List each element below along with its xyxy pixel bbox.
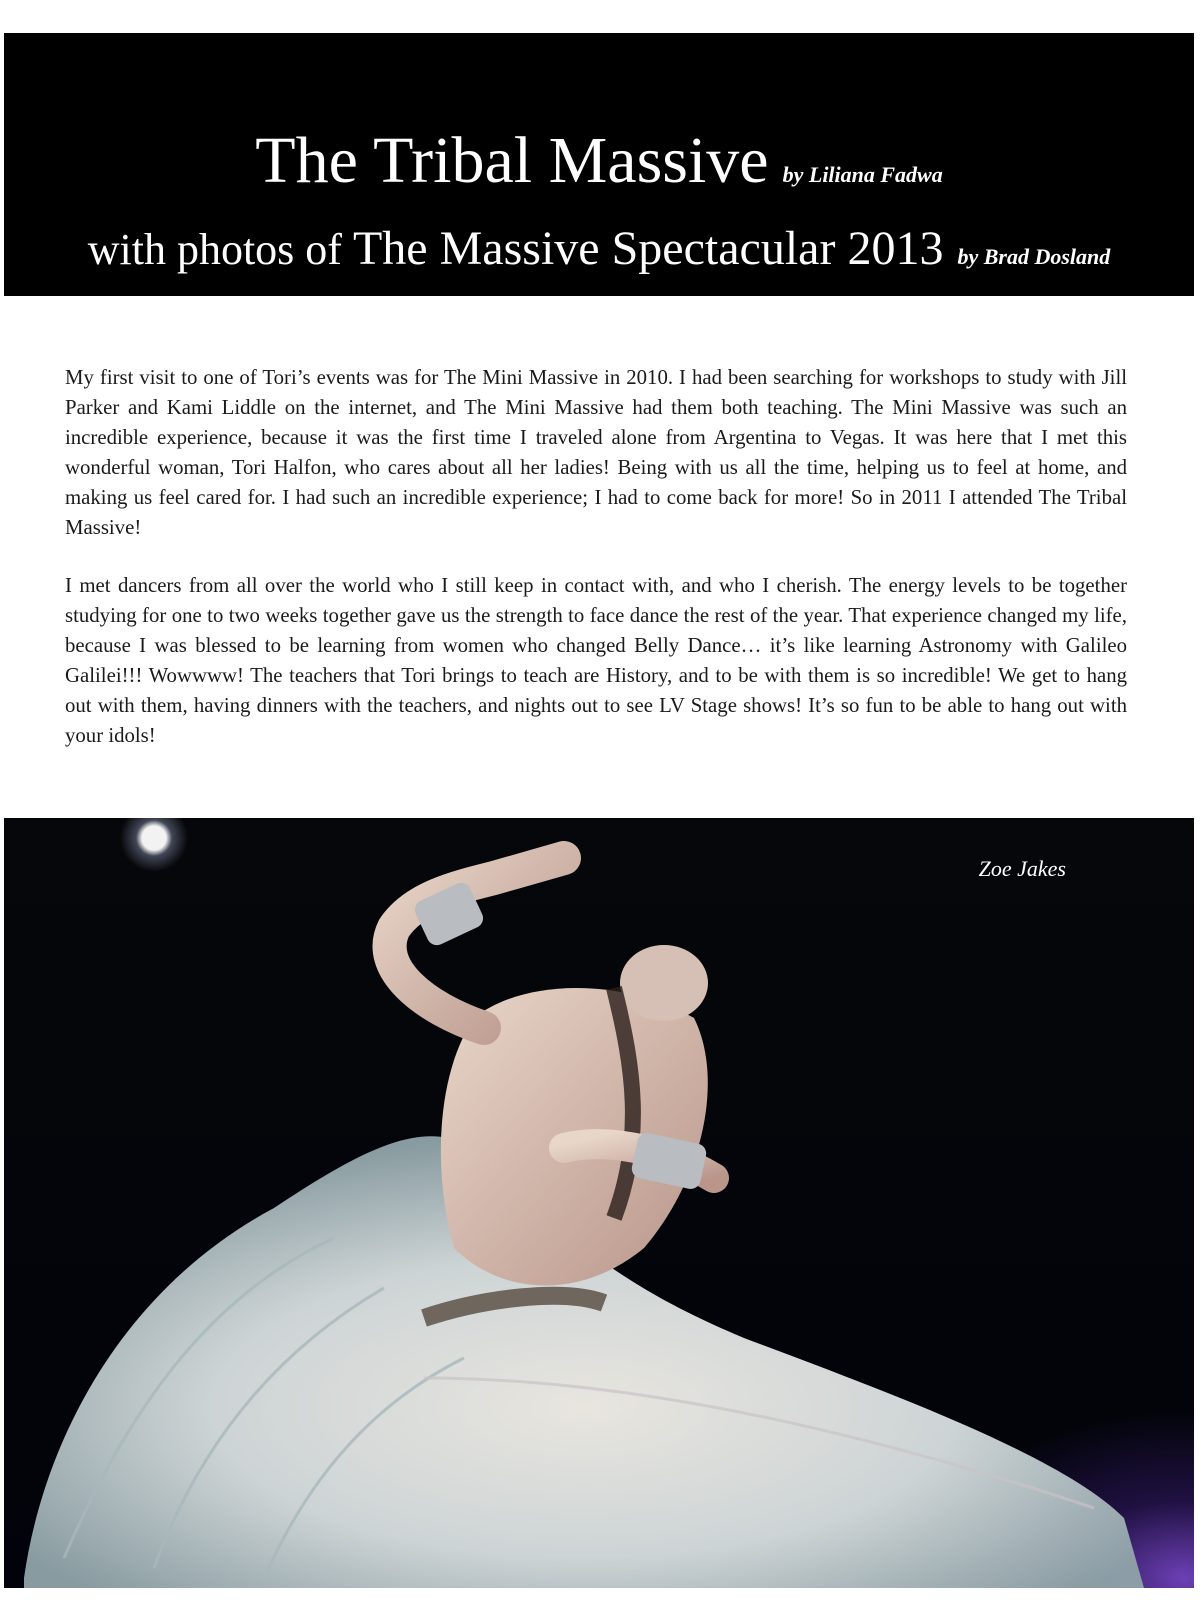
article-subtitle-line — [4, 222, 1194, 275]
author-byline: by Liliana Fadwa — [782, 162, 943, 187]
dancer-head — [620, 945, 708, 1021]
article-title: The Tribal Massive — [255, 124, 769, 197]
article-title-line — [4, 124, 1194, 197]
article-body — [65, 363, 1127, 779]
article-paragraph: My first visit to one of Tori’s events was for The Mini Massive in 2010. I had been searching for workshops to study with Jill Parker and Kami Liddle on the internet, and The Mini Massive had them both teaching. The Mini Massive was such an incredible experience, because it was the first time I traveled alone from Argentina to Vegas. It was here that I met this wonderful woman, Tori Halfon, who cares about all her ladies! Being with us all the time, helping us to feel at home, and making us feel cared for. I had such an incredible experience; I had to come back for more! So in 2011 I attended The Tribal Massive! — [65, 366, 1127, 539]
dancer-photo — [4, 818, 1194, 1588]
photo-caption: Zoe Jakes — [978, 856, 1066, 881]
subtitle-event: The Massive Spectacular 2013 — [352, 222, 944, 275]
article-paragraph: I met dancers from all over the world who I still keep in contact with, and who I cherish. The energy levels to be together studying for one to two weeks together gave us the strength to face dance the rest of the year. That experience changed my life, because I was blessed to be learning from women who changed Belly Dance… it’s like learning Astronomy with Galileo Galilei!!! Wowwww! The teachers that Tori brings to teach are History, and to be with them is so incredible! We get to hang out with them, having dinners with the teachers, and nights out to see LV Stage shows! It’s so fun to be able to hang out with your idols! — [65, 574, 1127, 747]
photographer-byline: by Brad Dosland — [957, 244, 1111, 269]
subtitle-prefix: with photos of — [87, 225, 342, 274]
article-header — [4, 33, 1194, 296]
dancer-illustration — [4, 818, 1194, 1588]
